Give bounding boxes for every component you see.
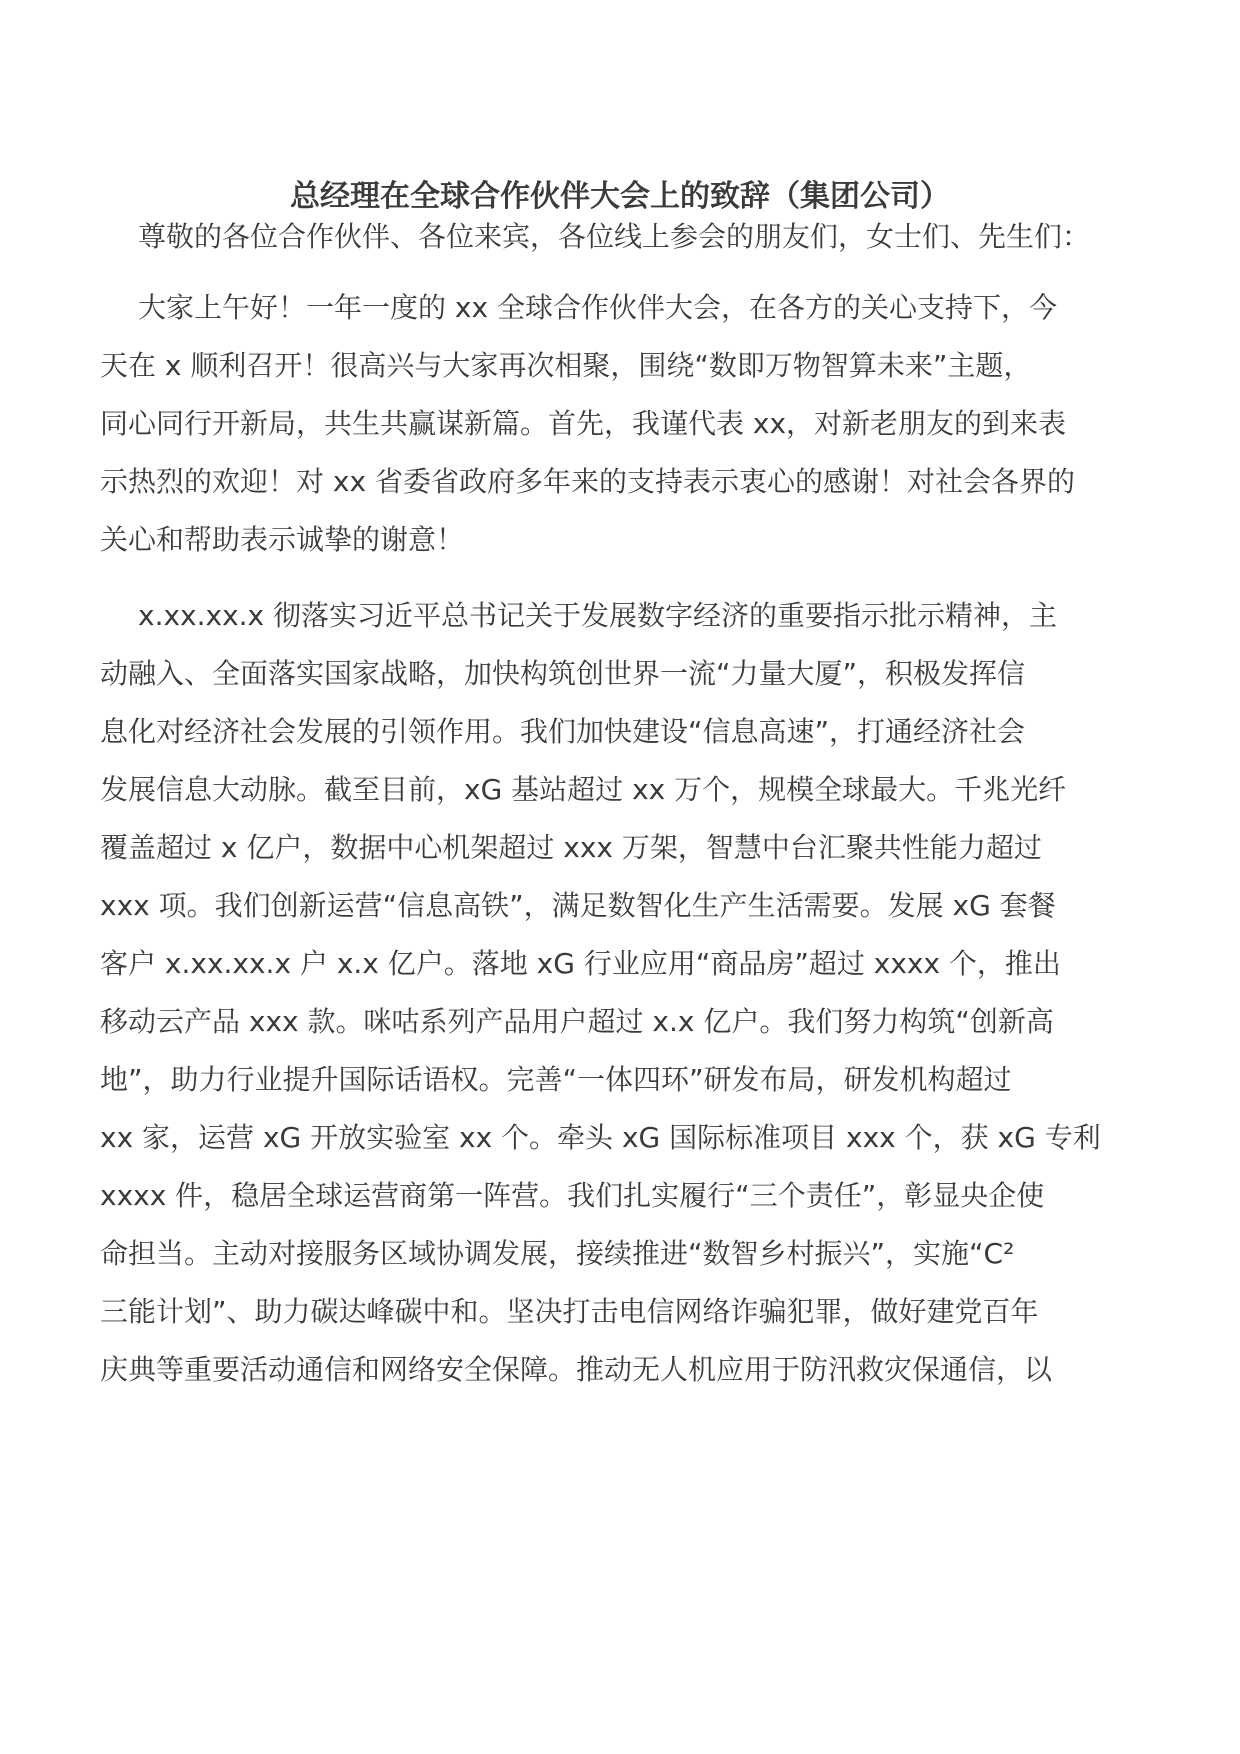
paragraph-2-line: 息化对经济社会发展的引领作用。我们加快建设“信息高速”，打通经济社会 [100, 715, 1026, 748]
paragraph-2-line: x.xx.xx.x 彻落实习近平总书记关于发展数字经济的重要指示批示精神，主 [138, 599, 1058, 632]
paragraph-2-line: 三能计划”、助力碳达峰碳中和。坚决打击电信网络诈骗犯罪，做好建党百年 [100, 1295, 1039, 1328]
paragraph-2-line: xx 家，运营 xG 开放实验室 xx 个。牵头 xG 国际标准项目 xxx 个，获 xG 专利 [100, 1121, 1101, 1154]
paragraph-2-line: 客户 x.xx.xx.x 户 x.x 亿户。落地 xG 行业应用“商品房”超过 xxxx 个，推出 [100, 947, 1061, 980]
document-title: 总经理在全球合作伙伴大会上的致辞（集团公司） [290, 179, 950, 214]
paragraph-2-line: 命担当。主动对接服务区域协调发展，接续推进“数智乡村振兴”，实施“C² [100, 1237, 1015, 1270]
paragraph-2-line: xxx 项。我们创新运营“信息高铁”，满足数智化生产生活需要。发展 xG 套餐 [100, 889, 1056, 922]
paragraph-2-line: 动融入、全面落实国家战略，加快构筑创世界一流“力量大厦”，积极发挥信 [100, 657, 1026, 690]
paragraph-1-line: 示热烈的欢迎！对 xx 省委省政府多年来的支持表示衷心的感谢！对社会各界的 [100, 465, 1075, 498]
paragraph-1-line: 大家上午好！一年一度的 xx 全球合作伙伴大会，在各方的关心支持下，今 [138, 291, 1057, 324]
paragraph-2-line: xxxx 件，稳居全球运营商第一阵营。我们扎实履行“三个责任”，彰显央企使 [100, 1179, 1045, 1212]
paragraph-2-line: 发展信息大动脉。截至目前，xG 基站超过 xx 万个，规模全球最大。千兆光纤 [100, 773, 1067, 806]
paragraph-1-line: 天在 x 顺利召开！很高兴与大家再次相聚，围绕“数即万物智算未来”主题， [100, 349, 1032, 382]
paragraph-2-line: 庆典等重要活动通信和网络安全保障。推动无人机应用于防汛救灾保通信，以 [100, 1353, 1053, 1386]
paragraph-2-line: 移动云产品 xxx 款。咪咕系列产品用户超过 x.x 亿户。我们努力构筑“创新高 [100, 1005, 1054, 1038]
paragraph-2-line: 地”，助力行业提升国际话语权。完善“一体四环”研发布局，研发机构超过 [100, 1063, 1012, 1096]
paragraph-1-line: 关心和帮助表示诚挚的谢意！ [100, 523, 465, 556]
paragraph-2-line: 覆盖超过 x 亿户，数据中心机架超过 xxx 万架，智慧中台汇聚共性能力超过 [100, 831, 1042, 864]
paragraph-1-line: 同心同行开新局，共生共赢谋新篇。首先，我谨代表 xx，对新老朋友的到来表 [100, 407, 1067, 440]
greeting-line: 尊敬的各位合作伙伴、各位来宾，各位线上参会的朋友们，女士们、先生们： [138, 220, 1091, 253]
